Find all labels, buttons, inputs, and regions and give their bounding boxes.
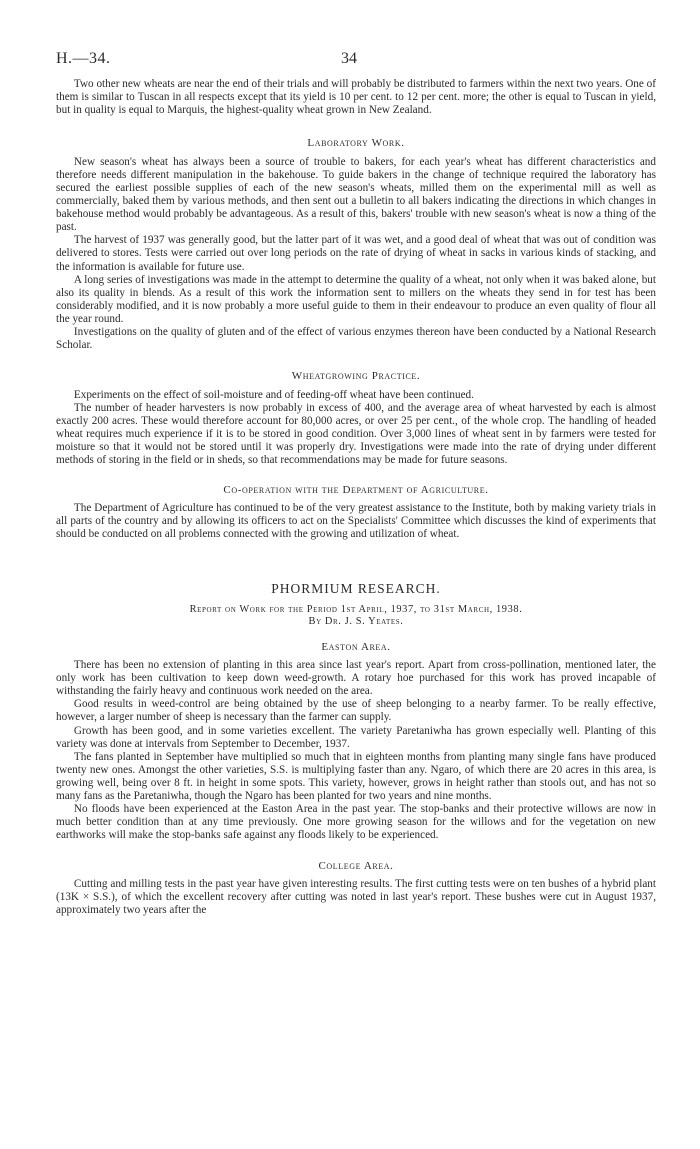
section-heading: Wheatgrowing Practice. [291,369,421,382]
cooperation-section [56,484,656,541]
running-header [56,50,656,70]
paragraph: Growth has been good, and in some varieties excellent. The variety Paretaniwha has grown especially well. Planting of this variety was done at intervals from September to December, 1937. [56,724,656,750]
phormium-research-section [56,581,656,627]
paragraph: The fans planted in September have multiplied so much that in eighteen months from planting many single fans have produced twenty new ones. Amongst the other varieties, S.S. is multiplying faster than any. Ngaro, of which there are 20 acres in this area, is growing well, being over 8 ft. in height in some spots. This variety, however, grows in height rather than stools out, and has not so many fans as the Paretaniwha, though the Ngaro has been planted for two years and nine months. [56,750,656,802]
paragraph: Experiments on the effect of soil-moisture and of feeding-off wheat have been continued. [73,388,474,401]
paragraph: Cutting and milling tests in the past year have given interesting results. The first cutting tests were on ten bushes of a hybrid plant (13K × S.S.), of which the excellent recovery after cutting was noted in last year's report. These bushes were cut in August 1937, approximately two years after the [56,877,656,917]
page-number: 34 [341,50,357,67]
paragraph: A long series of investigations was made in the attempt to determine the quality of a wheat, not only when it was baked alone, but also its quality in blends. As a result of this work the information sent to millers on the wheats they send in for test has been considerably modified, and it is now probably a more useful guide to them in their endeavour to produce an even quality of flour all the year round. [56,273,656,325]
laboratory-work-section [56,137,656,352]
section-heading: College Area. [318,859,394,872]
paragraph: There has been no extension of planting in this area since last year's report. Apart from cross-pollination, mentioned later, the only work has been cultivation to keep down weed-growth. A rotary hoe purchased for this work has proved incapable of withstanding the fairly heavy and continuous work needed on the area. [56,659,656,698]
page-body [56,78,656,917]
paragraph: The Department of Agriculture has continued to be of the very greatest assistance to the Institute, both by making variety trials in all parts of the country and by allowing its officers to act on the Specialists' Committee which discusses the kind of experiments that should be conducted on all problems connected with the growing and utilization of wheat. [56,502,656,541]
section-heading: Laboratory Work. [307,137,405,150]
paragraph: Good results in weed-control are being obtained by the use of sheep belonging to a nearby farmer. To be really effective, however, a larger number of sheep is necessary than the farmer can supply. [56,698,656,724]
intro-section [56,78,656,117]
college-area-section [56,860,656,917]
author-byline: By Dr. J. S. Yeates. [308,616,404,628]
wheatgrowing-practice-section [56,370,656,467]
report-period-line: Report on Work for the Period 1st April, 1937, to 31st March, 1938. [189,604,523,616]
paragraph: No floods have been experienced at the Easton Area in the past year. The stop-banks and their protective willows are now in much better condition than at any time previously. One more growing season for the willows and for the vegetation on new earthworks will make the stop-banks safe against any floods likely to be experienced. [56,802,656,841]
paragraph: Two other new wheats are near the end of their trials and will probably be distributed to farmers within the next two years. One of them is similar to Tuscan in all respects except that its yield is 10 per cent. to 12 per cent. more; the other is equal to Tuscan in yield, but in quality is equal to Marquis, the highest-quality wheat grown in New Zealand. [56,78,656,117]
section-heading: Easton Area. [321,641,391,654]
paragraph: The harvest of 1937 was generally good, but the latter part of it was wet, and a good deal of wheat that was out of condition was delivered to stores. Tests were carried out over long periods on the rate of drying of wheat in sacks in various kinds of stacking, and the information is available for future use. [56,234,656,273]
section-heading: Co-operation with the Department of Agriculture. [223,484,489,497]
paragraph: Investigations on the quality of gluten and of the effect of various enzymes thereon have been conducted by a National Research Scholar. [56,325,656,351]
phormium-title: PHORMIUM RESEARCH. [271,581,441,597]
easton-area-section [56,641,656,842]
paragraph: The number of header harvesters is now probably in excess of 400, and the average area of wheat harvested by each is almost exactly 200 acres. These would therefore account for 80,000 acres, or over 25 per cent., of the whole crop. The handling of headed wheat requires much experience if it is to be stored in good condition. Over 3,000 lines of wheat sent in by farmers were tested for moisture so that it would not be stored until it was properly dry. Investigations were made into the rate of drying under different methods of storing in the field or in sheds, so that recommendations may be made for future seasons. [56,401,656,467]
paragraph: New season's wheat has always been a source of trouble to bakers, for each year's wheat has different characteristics and therefore needs different manipulation in the bakehouse. To guide bakers in the change of technique required the laboratory has secured the earliest possible supplies of each of the new season's wheats, milled them on the experimental mill as well as commercially, baked them by various methods, and then sent out a bulletin to all bakers indicating the directions in which changes in bakehouse method would probably be advantageous. As a result of this, bakers' trouble with new season's wheat is now a thing of the past. [56,156,656,234]
report-reference: H.—34. [56,50,111,67]
